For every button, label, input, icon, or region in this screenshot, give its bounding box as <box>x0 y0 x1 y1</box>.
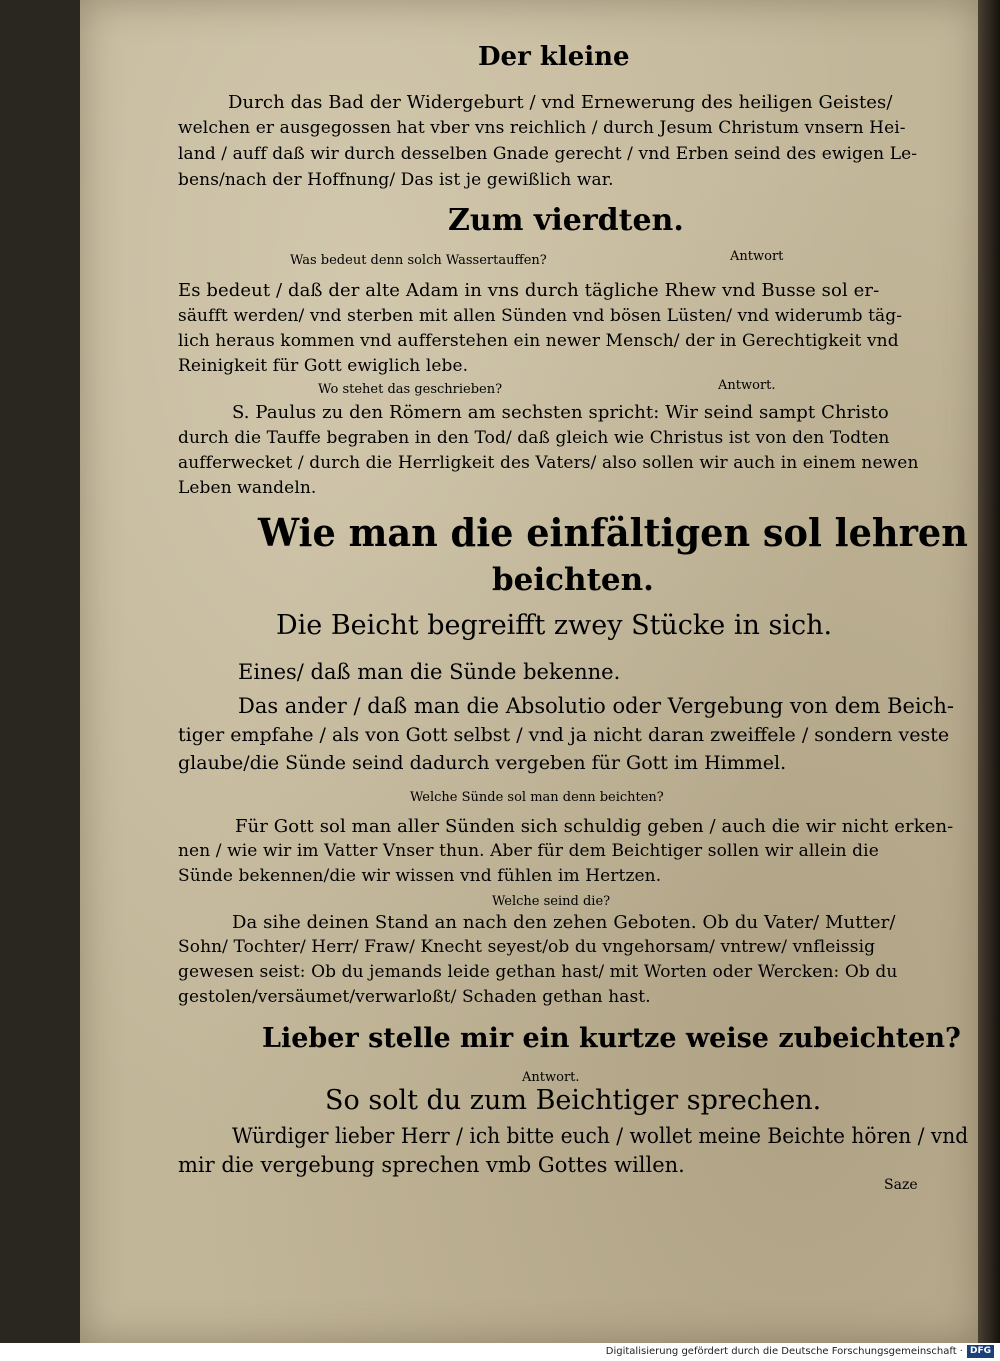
dfg-logo: DFG <box>967 1345 994 1358</box>
paragraph-line: Es bedeut / daß der alte Adam in vns durch tägliche Rhew vnd Busse sol er- <box>178 280 880 301</box>
paragraph-line: lich heraus kommen vnd aufferstehen ein newer Mensch/ der in Gerechtigkeit vnd <box>178 331 899 351</box>
paragraph-line: durch die Tauffe begraben in den Tod/ daß gleich wie Christus ist von den Todten <box>178 428 890 448</box>
footer-text: Digitalisierung gefördert durch die Deutsche Forschungsgemeinschaft · <box>605 1346 963 1357</box>
question: Welche seind die? <box>492 894 611 909</box>
paragraph-line: gewesen seist: Ob du jemands leide gethan hast/ mit Worten oder Wercken: Ob du <box>178 962 898 982</box>
paragraph-line: Das ander / daß man die Absolutio oder Vergebung von dem Beich- <box>238 694 955 718</box>
answer-label: Antwort. <box>522 1070 580 1085</box>
section-heading: Lieber stelle mir ein kurtze weise zubeichten? <box>262 1023 961 1054</box>
paragraph-line: bens/nach der Hoffnung/ Das ist je gewißlich war. <box>178 170 614 190</box>
paragraph-line: Eines/ daß man die Sünde bekenne. <box>238 660 621 684</box>
page-gutter <box>978 0 1000 1343</box>
answer-label: Antwort. <box>718 378 776 393</box>
main-title: Wie man die einfältigen sol lehren <box>258 510 968 555</box>
paragraph-line: Sünde bekennen/die wir wissen vnd fühlen im Hertzen. <box>178 866 662 886</box>
paragraph-line: land / auff daß wir durch desselben Gnade gerecht / vnd Erben seind des ewigen Le- <box>178 144 918 164</box>
paragraph-line: tiger empfahe / als von Gott selbst / vnd ja nicht daran zweiffele / sondern veste <box>178 724 950 746</box>
catchword: Saze <box>884 1177 918 1193</box>
question: Was bedeut denn solch Wassertauffen? <box>290 253 547 268</box>
paragraph-line: säufft werden/ vnd sterben mit allen Sünden vnd bösen Lüsten/ vnd widerumb täg- <box>178 306 903 326</box>
paragraph-line: Würdiger lieber Herr / ich bitte euch / wollet meine Beichte hören / vnd <box>232 1124 969 1148</box>
paragraph-line: aufferwecket / durch die Herrligkeit des Vaters/ also sollen wir auch in einem newen <box>178 453 919 473</box>
paragraph-line: nen / wie wir im Vatter Vnser thun. Aber für dem Beichtiger sollen wir allein die <box>178 841 879 861</box>
running-header: Der kleine <box>478 42 630 72</box>
paragraph-line: S. Paulus zu den Römern am sechsten spricht: Wir seind sampt Christo <box>232 402 889 423</box>
paragraph-line: Reinigkeit für Gott ewiglich lebe. <box>178 356 469 376</box>
paragraph-line: mir die vergebung sprechen vmb Gottes willen. <box>178 1153 685 1177</box>
paragraph-line: welchen er ausgegossen hat vber vns reichlich / durch Jesum Christum vnsern Hei- <box>178 118 906 138</box>
question: Welche Sünde sol man denn beichten? <box>410 790 664 805</box>
answer-label: Antwort <box>730 249 784 264</box>
paragraph-line: Für Gott sol man aller Sünden sich schuldig geben / auch die wir nicht erken- <box>235 816 954 837</box>
paragraph-line: Leben wandeln. <box>178 478 317 498</box>
section-heading: Zum vierdten. <box>448 203 684 238</box>
subtitle: Die Beicht begreifft zwey Stücke in sich. <box>276 610 833 641</box>
main-title-continued: beichten. <box>492 562 654 598</box>
paragraph-line: Durch das Bad der Widergeburt / vnd Ernewerung des heiligen Geistes/ <box>228 92 893 113</box>
paragraph-line: Sohn/ Tochter/ Herr/ Fraw/ Knecht seyest/ob du vngehorsam/ vntrew/ vnfleissig <box>178 937 876 957</box>
paragraph-line: glaube/die Sünde seind dadurch vergeben für Gott im Himmel. <box>178 752 787 774</box>
paragraph-line: gestolen/versäumet/verwarloßt/ Schaden gethan hast. <box>178 987 651 1007</box>
section-heading: So solt du zum Beichtiger sprechen. <box>325 1085 822 1116</box>
question: Wo stehet das geschrieben? <box>318 382 503 397</box>
digitization-footer <box>0 1343 1000 1361</box>
paragraph-line: Da sihe deinen Stand an nach den zehen Geboten. Ob du Vater/ Mutter/ <box>232 912 896 933</box>
